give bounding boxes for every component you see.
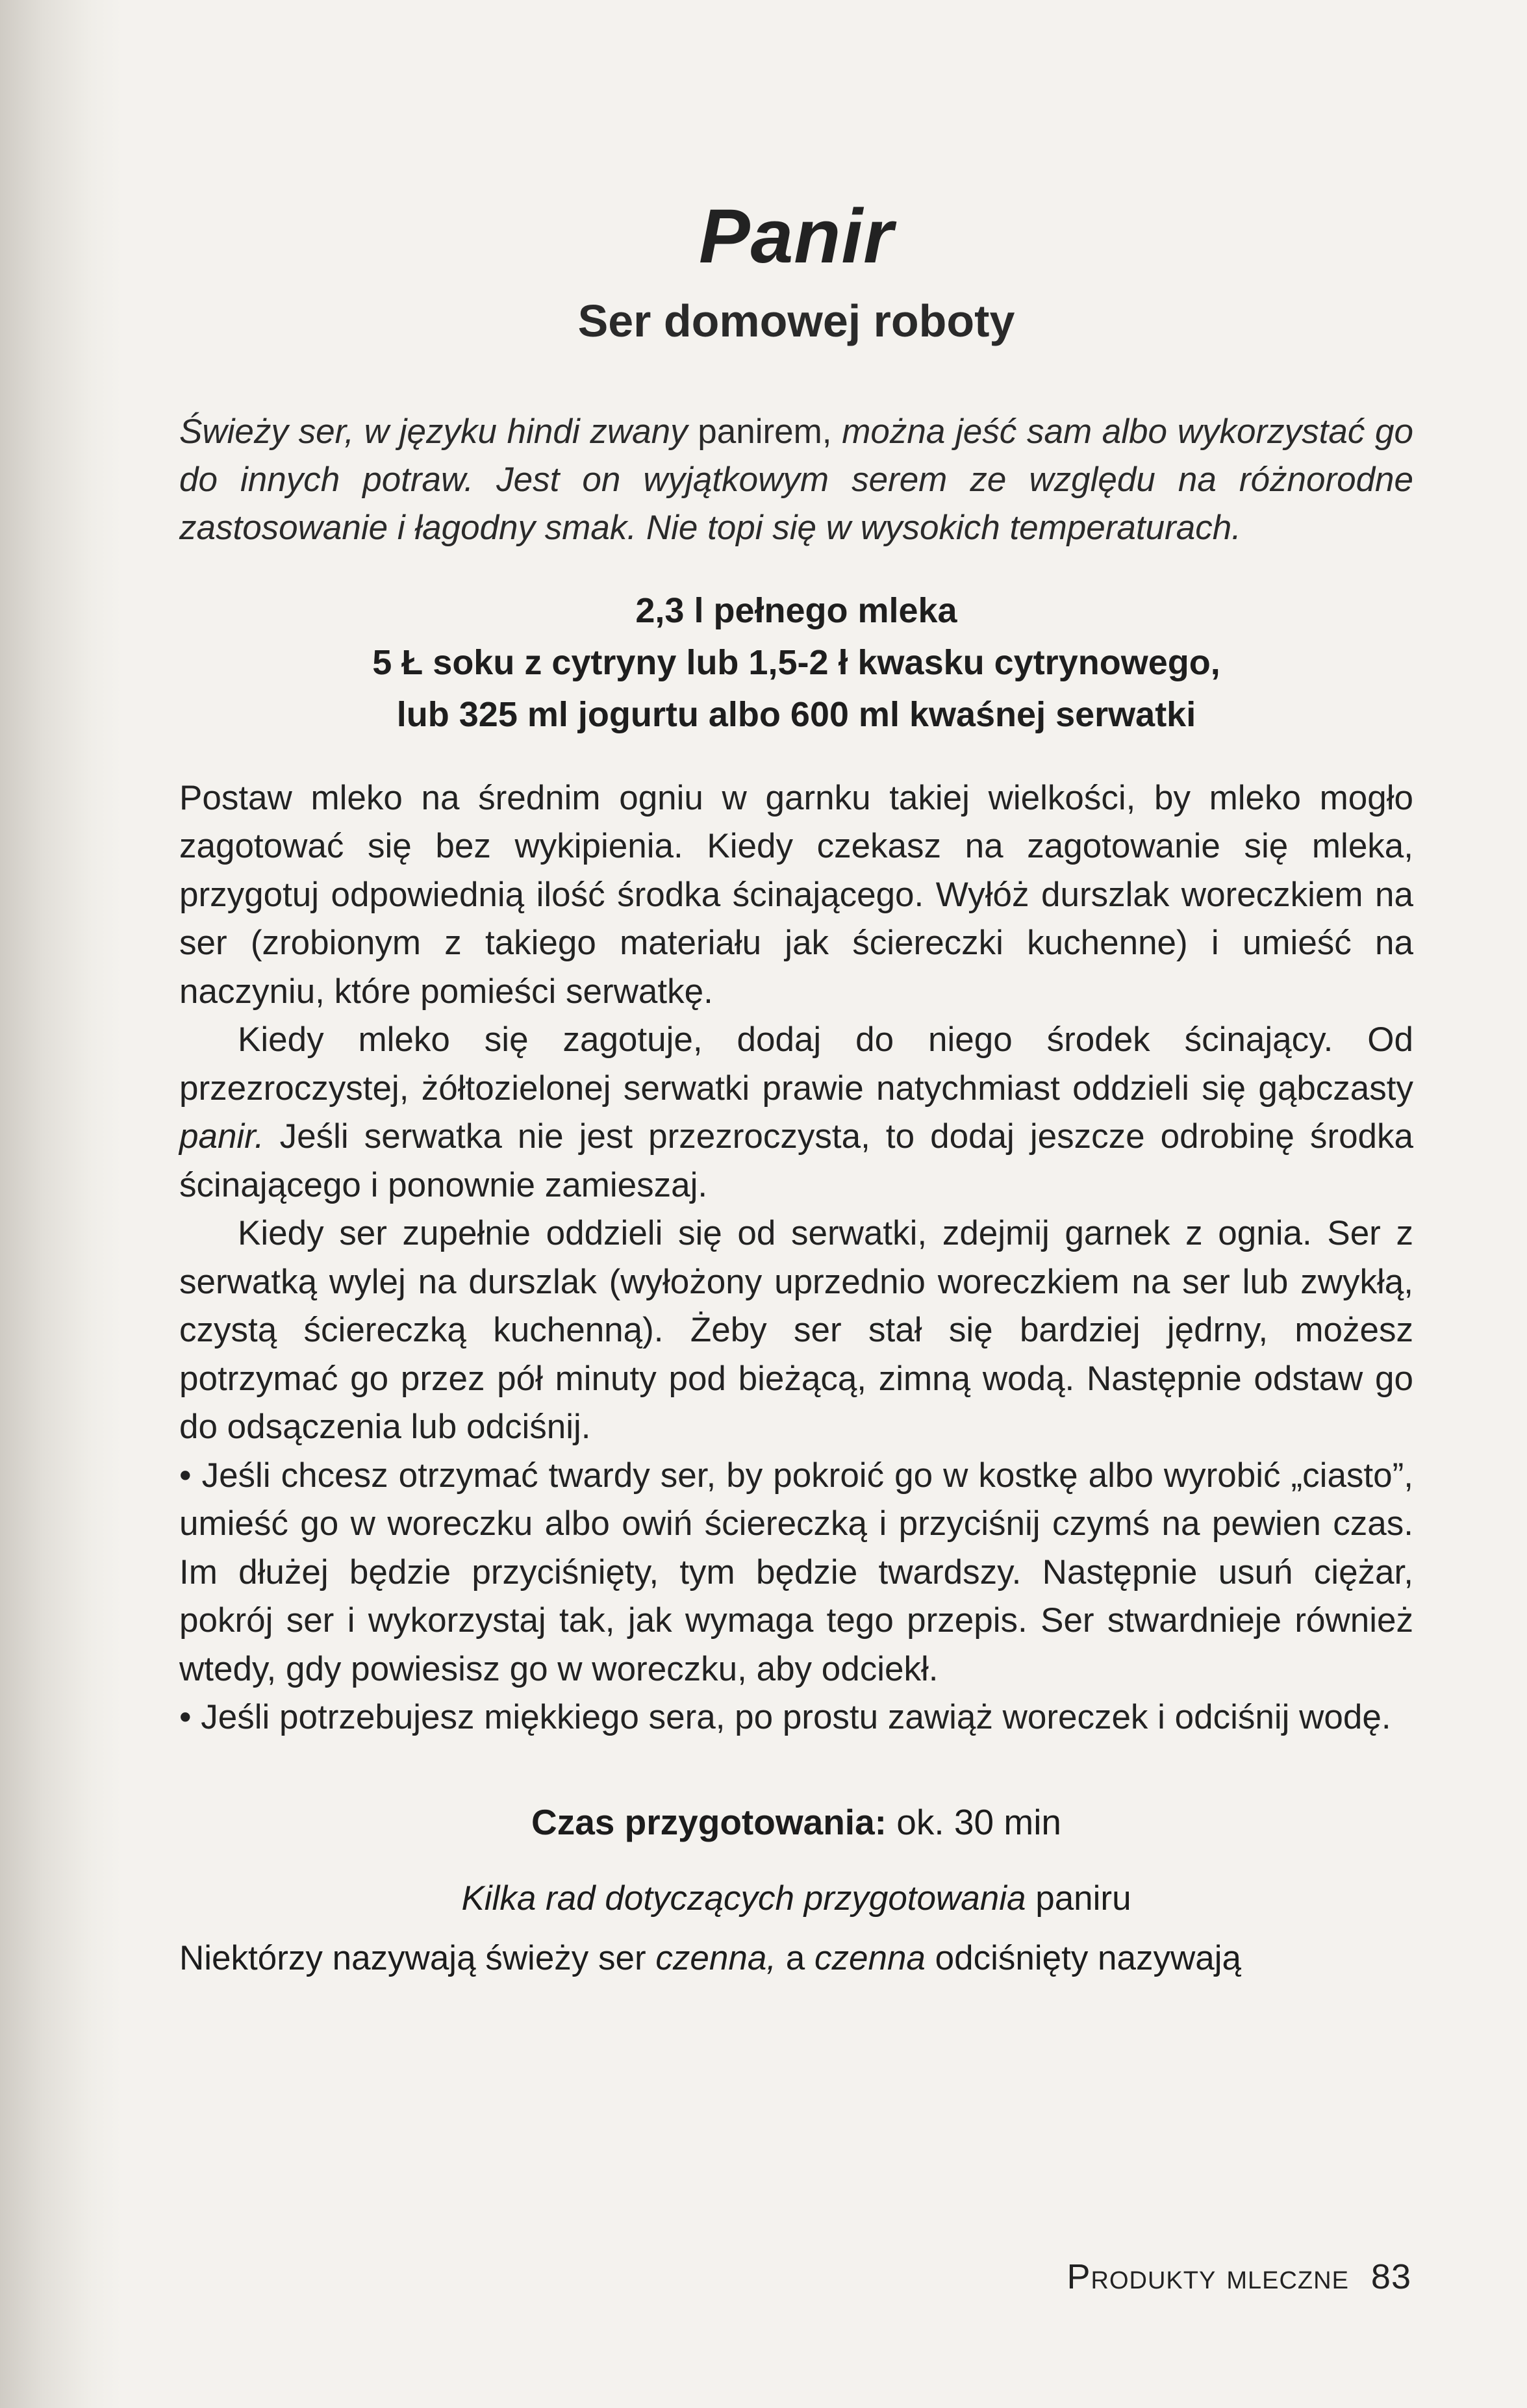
intro-paragraph [179, 408, 1413, 552]
intro-italic-2: można jeść sam albo wykorzystać go do innych potraw. Jest on wyjątkowym serem ze względu na różnorodne zastosowanie i łagodny smak. Nie topi się w wysokich temperaturach. [179, 412, 1413, 547]
tips-text-2: a [785, 1938, 805, 1977]
page-number: 83 [1370, 2257, 1411, 2296]
recipe-title: Panir [698, 194, 894, 279]
p2-italic: panir. [179, 1117, 264, 1156]
bullet-hard-cheese: • Jeśli chcesz otrzymać twardy ser, by pokroić go w kostkę albo wyrobić „ciasto”, umieść go w woreczku albo owiń ściereczką i przyciśnij czymś na pewien czas. Im dłużej będzie przyciśnięty, tym będzie twardszy. Następnie usuń ciężar, pokrój ser i wykorzystaj tak, jak wymaga tego przepis. Ser stwardnieje również wtedy, gdy powiesisz go w woreczku, aby odciekł. [179, 1456, 1413, 1688]
instruction-paragraph-1: Postaw mleko na średnim ogniu w garnku takiej wielkości, by mleko mogło zagotować się bez wykipienia. Kiedy czekasz na zagotowanie się mleka, przygotuj odpowiednią ilość środka ścinającego. Wyłóż durszlak woreczkiem na ser (zrobionym z takiego materiału jak ściereczki kuchenne) i umieść na naczyniu, które pomieści serwatkę. [179, 778, 1413, 1011]
instruction-paragraph-3: Kiedy ser zupełnie oddzieli się od serwatki, zdejmij garnek z ognia. Ser z serwatką wylej na durszlak (wyłożony uprzednio woreczkiem na ser lub zwykłą, czystą ściereczką kuchenną). Żeby ser stał się bardziej jędrny, możesz potrzymać go przez pół minuty pod bieżącą, zimną wodą. Następnie odstaw go do odsączenia lub odciśnij. [179, 1214, 1413, 1447]
intro-normal-1: panirem, [698, 412, 832, 451]
bullet-soft-cheese: • Jeśli potrzebujesz miękkiego sera, po prostu zawiąż woreczek i odciśnij wodę. [179, 1698, 1391, 1737]
intro-italic-1: Świeży ser, w języku hindi zwany [179, 412, 688, 451]
prep-time [179, 1798, 1413, 1846]
page-footer [1067, 2257, 1411, 2297]
tips-text-1: Niektórzy nazywają świeży ser [179, 1938, 646, 1977]
section-name: Produkty mleczne [1066, 2257, 1349, 2296]
ingredients-list [179, 585, 1413, 741]
tips-heading-italic: Kilka rad dotyczących przygotowania [461, 1879, 1026, 1918]
prep-time-value: ok. 30 min [896, 1801, 1062, 1842]
page-content [179, 195, 1413, 1983]
tips-heading-normal: paniru [1035, 1879, 1131, 1918]
tips-paragraph [179, 1934, 1413, 1983]
tips-italic-2: czenna [814, 1938, 926, 1977]
tips-italic-1: czenna, [655, 1938, 777, 1977]
instructions [179, 774, 1413, 1742]
tips-text-3: odciśnięty nazywają [935, 1938, 1241, 1977]
ingredient-line: 2,3 l pełnego mleka [635, 590, 957, 630]
tips-heading [179, 1875, 1413, 1923]
ingredient-line: lub 325 ml jogurtu albo 600 ml kwaśnej serwatki [396, 694, 1196, 734]
book-spine-shadow [0, 0, 123, 2408]
instruction-paragraph-2 [179, 1016, 1413, 1210]
prep-time-label: Czas przygotowania: [531, 1801, 887, 1842]
p2-text-b: Jeśli serwatka nie jest przezroczysta, to dodaj jeszcze odrobinę środka ścinającego i ponownie zamieszaj. [179, 1117, 1413, 1204]
p2-text-a: Kiedy mleko się zagotuje, dodaj do niego środek ścinający. Od przezroczystej, żółtozielonej serwatki prawie natychmiast oddzieli się gąbczasty [179, 1020, 1413, 1108]
ingredient-line: 5 Ł soku z cytryny lub 1,5-2 ł kwasku cytrynowego, [372, 642, 1220, 682]
recipe-subtitle: Ser domowej roboty [577, 295, 1015, 346]
